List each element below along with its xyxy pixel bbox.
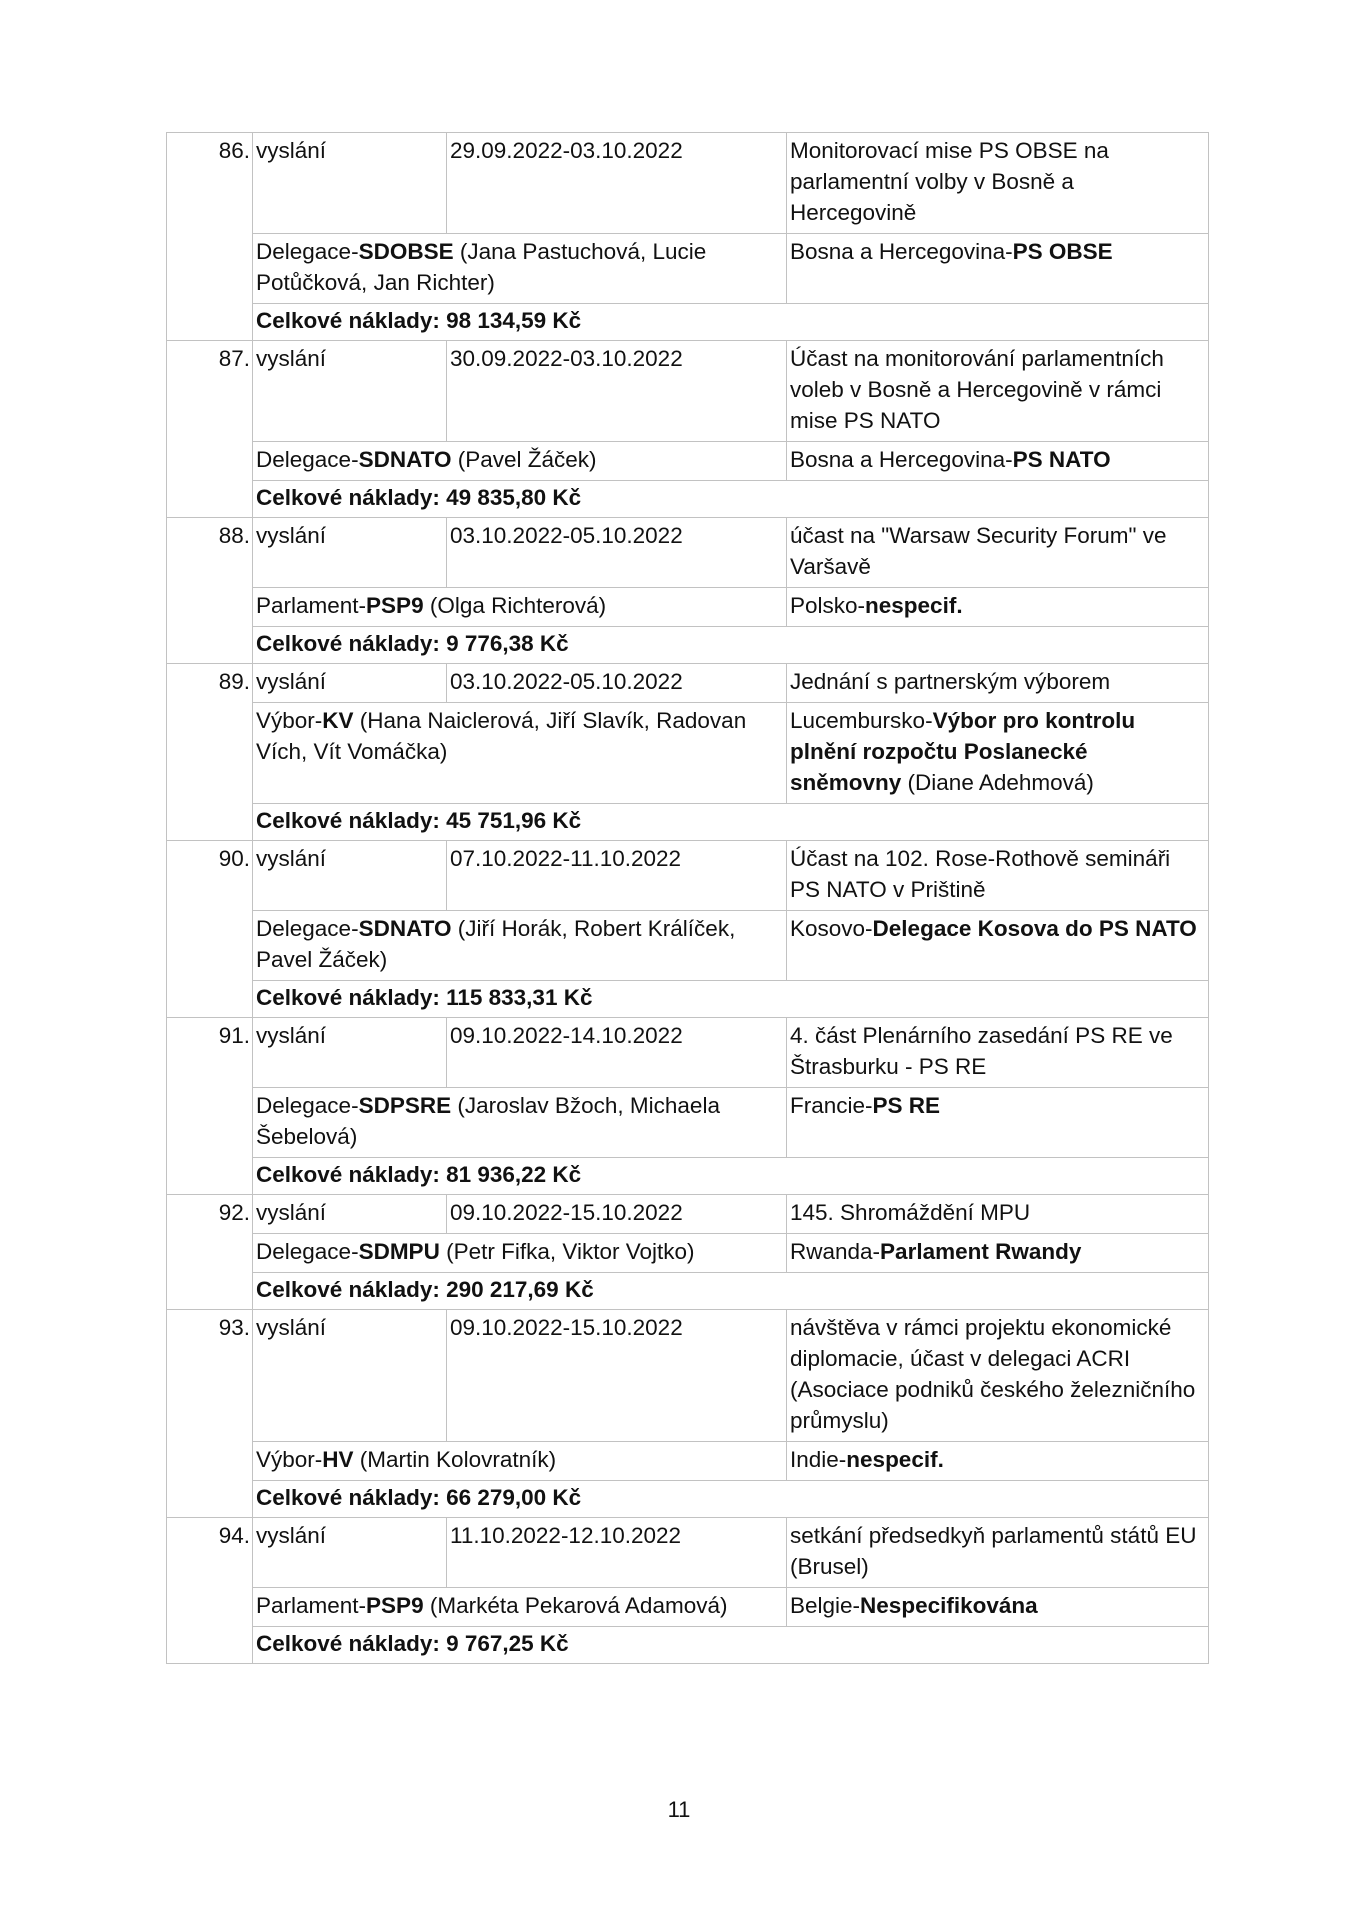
entry-purpose: Jednání s partnerským výborem xyxy=(787,664,1209,703)
entry-delegation: Delegace-SDNATO (Pavel Žáček) xyxy=(253,442,787,481)
delegation-row xyxy=(167,234,1209,304)
entry-purpose: 4. část Plenárního zasedání PS RE ve Štrasburku - PS RE xyxy=(787,1018,1209,1088)
entry-purpose: 145. Shromáždění MPU xyxy=(787,1195,1209,1234)
entry-total-cost: Celkové náklady: 9 767,25 Kč xyxy=(253,1627,1209,1664)
entry-destination: Rwanda-Parlament Rwandy xyxy=(787,1234,1209,1273)
entry-number: 87. xyxy=(167,341,253,442)
entry-type: vyslání xyxy=(253,1518,447,1588)
delegation-row xyxy=(167,1234,1209,1273)
delegation-row xyxy=(167,703,1209,804)
entry-delegation: Výbor-HV (Martin Kolovratník) xyxy=(253,1442,787,1481)
total-row xyxy=(167,804,1209,841)
entry-row xyxy=(167,341,1209,442)
total-row xyxy=(167,1627,1209,1664)
delegation-row xyxy=(167,588,1209,627)
entry-type: vyslání xyxy=(253,341,447,442)
entry-row xyxy=(167,664,1209,703)
travel-expenses-table xyxy=(166,132,1209,1664)
entry-delegation: Delegace-SDOBSE (Jana Pastuchová, Lucie Potůčková, Jan Richter) xyxy=(253,234,787,304)
entry-dates: 11.10.2022-12.10.2022 xyxy=(447,1518,787,1588)
entry-purpose: účast na "Warsaw Security Forum" ve Varšavě xyxy=(787,518,1209,588)
entry-total-cost: Celkové náklady: 49 835,80 Kč xyxy=(253,481,1209,518)
entry-delegation: Parlament-PSP9 (Olga Richterová) xyxy=(253,588,787,627)
entry-destination: Bosna a Hercegovina-PS NATO xyxy=(787,442,1209,481)
entry-destination: Belgie-Nespecifikována xyxy=(787,1588,1209,1627)
entry-dates: 30.09.2022-03.10.2022 xyxy=(447,341,787,442)
entry-number: 89. xyxy=(167,664,253,703)
entry-delegation: Delegace-SDPSRE (Jaroslav Bžoch, Michaela Šebelová) xyxy=(253,1088,787,1158)
entry-row xyxy=(167,1195,1209,1234)
entry-destination: Bosna a Hercegovina-PS OBSE xyxy=(787,234,1209,304)
total-row xyxy=(167,1158,1209,1195)
entry-dates: 09.10.2022-14.10.2022 xyxy=(447,1018,787,1088)
entry-number: 94. xyxy=(167,1518,253,1588)
entry-row xyxy=(167,841,1209,911)
entry-type: vyslání xyxy=(253,1195,447,1234)
entry-total-cost: Celkové náklady: 45 751,96 Kč xyxy=(253,804,1209,841)
entry-delegation: Parlament-PSP9 (Markéta Pekarová Adamová) xyxy=(253,1588,787,1627)
entry-total-cost: Celkové náklady: 115 833,31 Kč xyxy=(253,981,1209,1018)
entry-dates: 07.10.2022-11.10.2022 xyxy=(447,841,787,911)
entry-type: vyslání xyxy=(253,1018,447,1088)
entry-delegation: Delegace-SDMPU (Petr Fifka, Viktor Vojtko) xyxy=(253,1234,787,1273)
entry-row xyxy=(167,1518,1209,1588)
entry-dates: 03.10.2022-05.10.2022 xyxy=(447,664,787,703)
entry-dates: 09.10.2022-15.10.2022 xyxy=(447,1310,787,1442)
entry-number: 93. xyxy=(167,1310,253,1442)
entry-type: vyslání xyxy=(253,133,447,234)
entry-total-cost: Celkové náklady: 66 279,00 Kč xyxy=(253,1481,1209,1518)
entry-purpose: Účast na monitorování parlamentních voleb v Bosně a Hercegovině v rámci mise PS NATO xyxy=(787,341,1209,442)
entry-dates: 09.10.2022-15.10.2022 xyxy=(447,1195,787,1234)
entry-number: 92. xyxy=(167,1195,253,1234)
entry-purpose: Účast na 102. Rose-Rothově semináři PS NATO v Prištině xyxy=(787,841,1209,911)
total-row xyxy=(167,1481,1209,1518)
entry-purpose: setkání předsedkyň parlamentů států EU (Brusel) xyxy=(787,1518,1209,1588)
entry-total-cost: Celkové náklady: 9 776,38 Kč xyxy=(253,627,1209,664)
entry-type: vyslání xyxy=(253,664,447,703)
entry-delegation: Výbor-KV (Hana Naiclerová, Jiří Slavík, Radovan Vích, Vít Vomáčka) xyxy=(253,703,787,804)
total-row xyxy=(167,981,1209,1018)
total-row xyxy=(167,481,1209,518)
delegation-row xyxy=(167,911,1209,981)
entry-total-cost: Celkové náklady: 290 217,69 Kč xyxy=(253,1273,1209,1310)
entry-row xyxy=(167,133,1209,234)
entry-destination: Lucembursko-Výbor pro kontrolu plnění rozpočtu Poslanecké sněmovny (Diane Adehmová) xyxy=(787,703,1209,804)
total-row xyxy=(167,1273,1209,1310)
entry-total-cost: Celkové náklady: 81 936,22 Kč xyxy=(253,1158,1209,1195)
entry-number: 86. xyxy=(167,133,253,234)
entry-destination: Indie-nespecif. xyxy=(787,1442,1209,1481)
entry-dates: 03.10.2022-05.10.2022 xyxy=(447,518,787,588)
entry-type: vyslání xyxy=(253,518,447,588)
entry-destination: Kosovo-Delegace Kosova do PS NATO xyxy=(787,911,1209,981)
entry-dates: 29.09.2022-03.10.2022 xyxy=(447,133,787,234)
entry-row xyxy=(167,518,1209,588)
entry-row xyxy=(167,1310,1209,1442)
total-row xyxy=(167,304,1209,341)
entry-number: 90. xyxy=(167,841,253,911)
entry-type: vyslání xyxy=(253,841,447,911)
entry-destination: Francie-PS RE xyxy=(787,1088,1209,1158)
entry-total-cost: Celkové náklady: 98 134,59 Kč xyxy=(253,304,1209,341)
delegation-row xyxy=(167,1442,1209,1481)
entry-destination: Polsko-nespecif. xyxy=(787,588,1209,627)
entry-number: 88. xyxy=(167,518,253,588)
total-row xyxy=(167,627,1209,664)
page-number: 11 xyxy=(667,1797,691,1822)
delegation-row xyxy=(167,1588,1209,1627)
entry-type: vyslání xyxy=(253,1310,447,1442)
entry-delegation: Delegace-SDNATO (Jiří Horák, Robert Králíček, Pavel Žáček) xyxy=(253,911,787,981)
delegation-row xyxy=(167,1088,1209,1158)
entry-number: 91. xyxy=(167,1018,253,1088)
entry-purpose: návštěva v rámci projektu ekonomické diplomacie, účast v delegaci ACRI (Asociace podniků českého železničního průmyslu) xyxy=(787,1310,1209,1442)
entry-purpose: Monitorovací mise PS OBSE na parlamentní volby v Bosně a Hercegovině xyxy=(787,133,1209,234)
entry-row xyxy=(167,1018,1209,1088)
delegation-row xyxy=(167,442,1209,481)
